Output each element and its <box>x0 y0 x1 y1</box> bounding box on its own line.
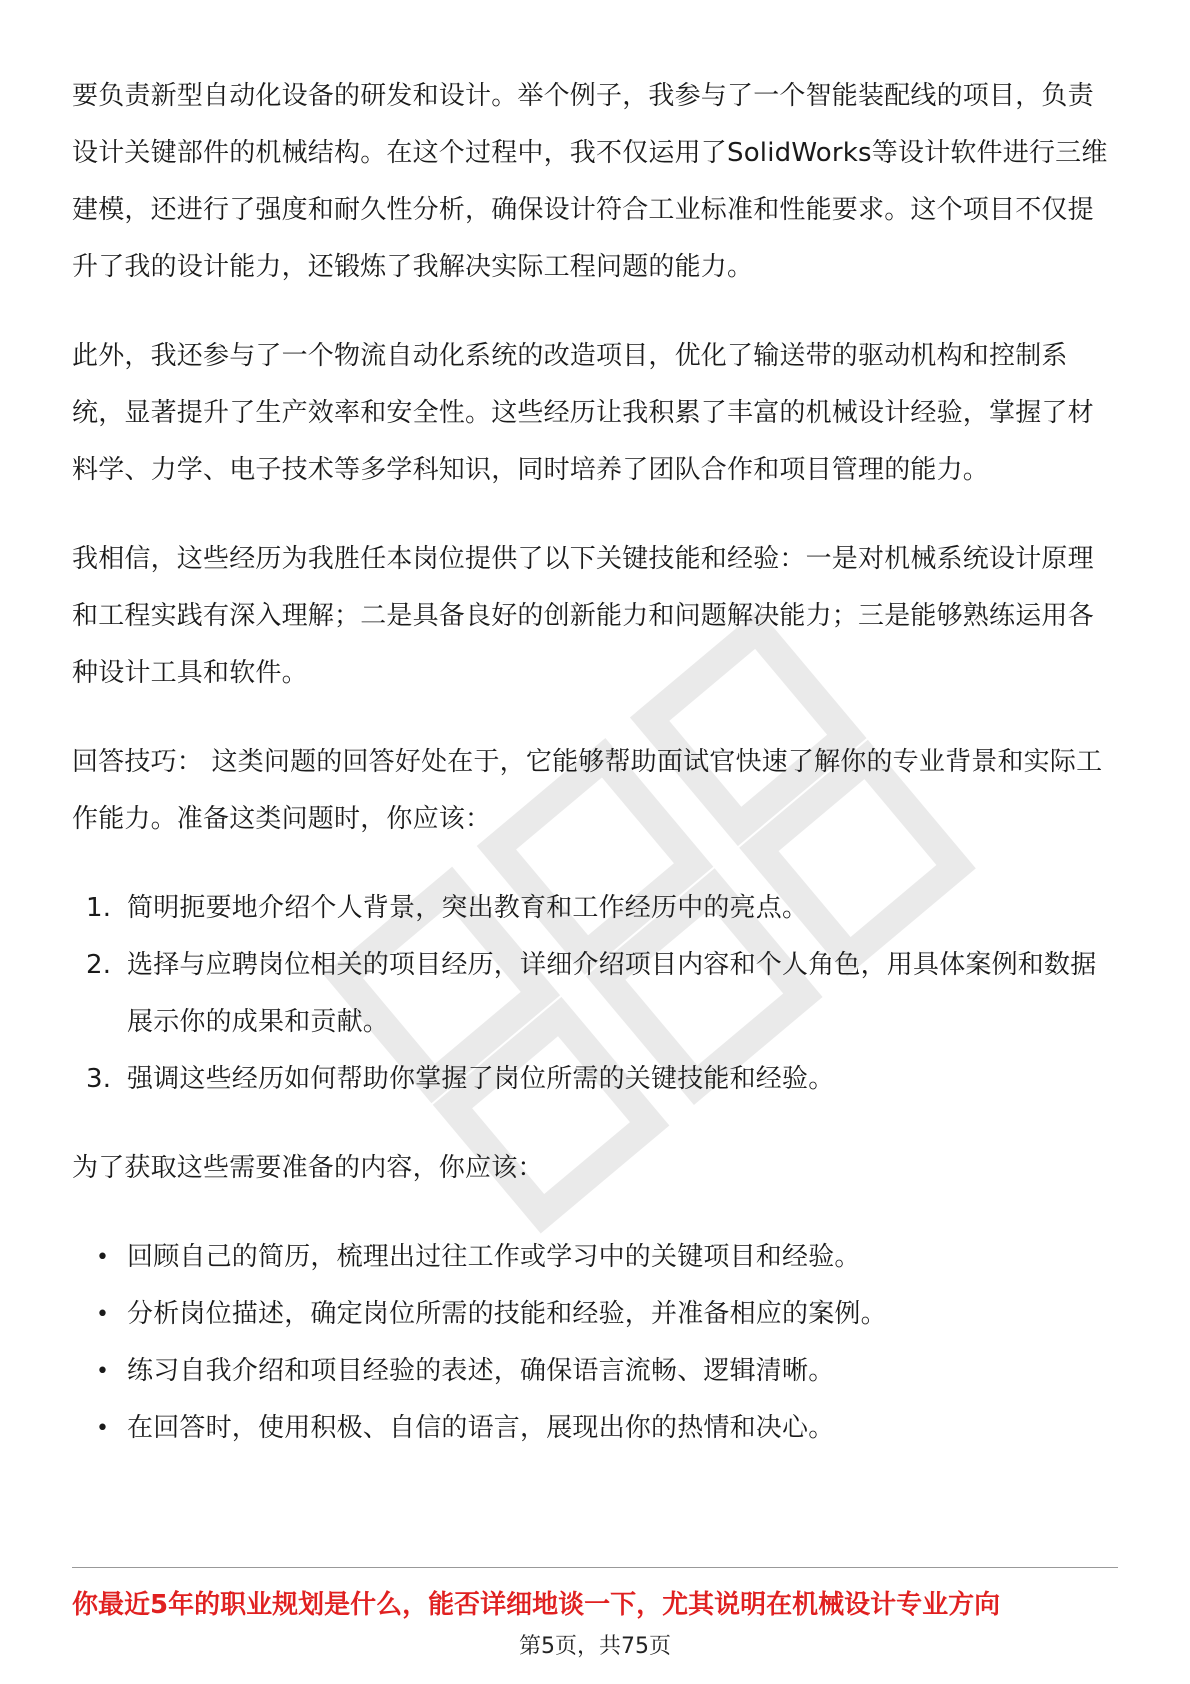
list-item-text: 分析岗位描述，确定岗位所需的技能和经验，并准备相应的案例。 <box>127 1299 887 1329</box>
list-item <box>72 880 1118 937</box>
page-number: 第5页，共75页 <box>519 1634 671 1659</box>
numbered-tips-list <box>72 880 1118 1108</box>
footer-divider <box>72 1567 1118 1568</box>
list-item <box>72 1229 1118 1286</box>
list-item <box>72 937 1118 1051</box>
list-number: 1. <box>86 893 112 923</box>
list-item-text: 练习自我介绍和项目经验的表述，确保语言流畅、逻辑清晰。 <box>127 1356 835 1386</box>
list-item-text: 选择与应聘岗位相关的项目经历，详细介绍项目内容和个人角色，用具体案例和数据展示你的成果和贡献。 <box>127 950 1097 1037</box>
list-item-text: 回顾自己的简历，梳理出过往工作或学习中的关键项目和经验。 <box>127 1242 861 1272</box>
bullet-icon: • <box>96 1416 110 1441</box>
list-item <box>72 1286 1118 1343</box>
paragraph-key-skills: 我相信，这些经历为我胜任本岗位提供了以下关键技能和经验：一是对机械系统设计原理和工程实践有深入理解；二是具备良好的创新能力和问题解决能力；三是能够熟练运用各种设计工具和软件。 <box>72 544 1094 688</box>
list-number: 2. <box>86 950 112 980</box>
bullet-prep-list <box>72 1229 1118 1457</box>
bullet-icon: • <box>96 1302 110 1327</box>
list-item-text: 强调这些经历如何帮助你掌握了岗位所需的关键技能和经验。 <box>127 1064 835 1094</box>
list-item-text: 简明扼要地介绍个人背景，突出教育和工作经历中的亮点。 <box>127 893 809 923</box>
next-question-heading: 你最近5年的职业规划是什么，能否详细地谈一下，尤其说明在机械设计专业方向 <box>72 1590 1001 1620</box>
paragraph-project-experience: 要负责新型自动化设备的研发和设计。举个例子，我参与了一个智能装配线的项目，负责设计关键部件的机械结构。在这个过程中，我不仅运用了SolidWorks等设计软件进行三维建模，还进行了强度和耐久性分析，确保设计符合工业标准和性能要求。这个项目不仅提升了我的设计能力，还锻炼了我解决实际工程问题的能力。 <box>72 81 1108 282</box>
paragraph-prep-intro: 为了获取这些需要准备的内容，你应该： <box>72 1153 544 1183</box>
bullet-icon: • <box>96 1245 110 1270</box>
list-item <box>72 1400 1118 1457</box>
list-item-text: 在回答时，使用积极、自信的语言，展现出你的热情和决心。 <box>127 1413 835 1443</box>
paragraph-answer-tips: 回答技巧： 这类问题的回答好处在于，它能够帮助面试官快速了解你的专业背景和实际工作能力。准备这类问题时，你应该： <box>72 747 1103 834</box>
list-number: 3. <box>86 1064 112 1094</box>
list-item <box>72 1343 1118 1400</box>
bullet-icon: • <box>96 1359 110 1384</box>
list-item <box>72 1051 1118 1108</box>
paragraph-logistics-project: 此外，我还参与了一个物流自动化系统的改造项目，优化了输送带的驱动机构和控制系统，显著提升了生产效率和安全性。这些经历让我积累了丰富的机械设计经验，掌握了材料学、力学、电子技术等多学科知识，同时培养了团队合作和项目管理的能力。 <box>72 341 1094 485</box>
document-body <box>72 68 1118 1489</box>
